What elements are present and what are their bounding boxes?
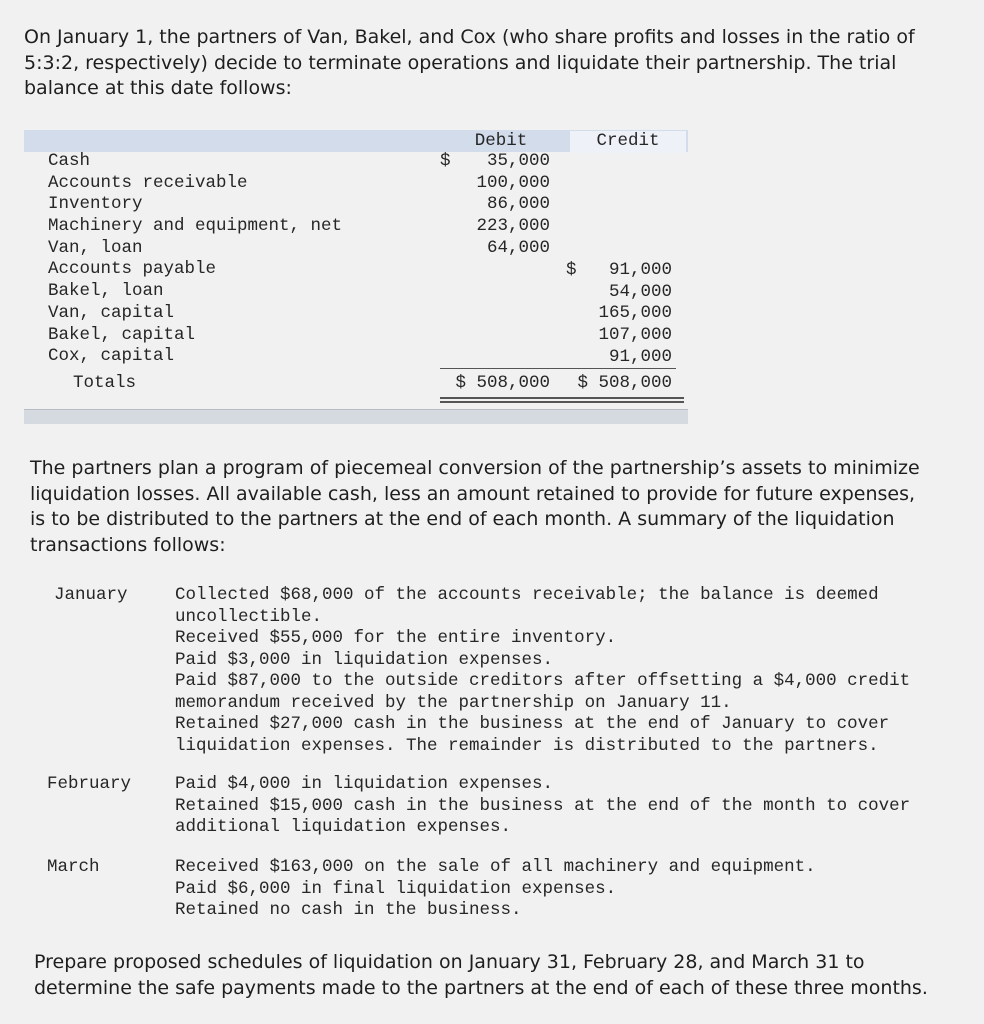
plan-line: is to be distributed to the partners at the end of each month. A summary of the liquidation (30, 508, 895, 530)
totals-label: Totals (73, 373, 137, 393)
credit-amount: 91,000 (608, 346, 672, 367)
account-name: Accounts payable (48, 259, 217, 280)
subtotal-rule (440, 368, 676, 369)
january-transactions (175, 585, 975, 757)
credit-amount: 54,000 (608, 281, 672, 302)
transaction-line: Collected $68,000 of the accounts receivable; the balance is deemed (175, 585, 879, 605)
credit-amounts (566, 260, 672, 368)
account-name: Inventory (48, 194, 143, 215)
month-label-february: February (47, 774, 132, 794)
debit-column-header: Debit (474, 131, 528, 151)
transaction-line: uncollectible. (175, 606, 323, 627)
transaction-line: Paid $3,000 in liquidation expenses. (175, 649, 554, 670)
debit-amount: 223,000 (476, 216, 550, 237)
month-label-march: March (47, 857, 100, 877)
trial-balance-footer-bar (24, 409, 688, 424)
intro-paragraph (24, 25, 979, 102)
transaction-line: Paid $87,000 to the outside creditors after offsetting a $4,000 credit (175, 671, 911, 691)
plan-line: liquidation losses. All available cash, less an amount retained to provide for future expenses, (30, 482, 916, 505)
plan-line: transactions follows: (30, 533, 226, 556)
account-name: Bakel, capital (48, 324, 196, 345)
account-name: Cash (48, 151, 91, 171)
transaction-line: Received $163,000 on the sale of all machinery and equipment. (175, 857, 816, 877)
march-transactions (175, 857, 975, 922)
transaction-line: Retained no cash in the business. (175, 900, 522, 920)
intro-line: On January 1, the partners of Van, Bakel, and Cox (who share profits and losses in the ratio of (24, 26, 915, 48)
account-name: Bakel, loan (48, 281, 164, 302)
total-debit: $ 508,000 (455, 373, 550, 393)
transaction-line: liquidation expenses. The remainder is distributed to the partners. (175, 735, 879, 756)
account-name: Van, loan (48, 237, 143, 258)
credit-amount: 107,000 (598, 325, 672, 346)
intro-line: 5:3:2, respectively) decide to terminate operations and liquidate their partnership. The trial (24, 51, 897, 74)
account-names (48, 151, 342, 368)
intro-line: balance at this date follows: (24, 77, 292, 99)
credit-amount: 165,000 (598, 303, 672, 324)
debit-amount: 100,000 (476, 172, 550, 193)
debit-amount: 86,000 (486, 194, 550, 215)
transaction-line: Retained $15,000 cash in the business at the end of the month to cover (175, 795, 911, 816)
debit-amount: $ 35,000 (440, 151, 550, 171)
account-name: Accounts receivable (48, 172, 248, 193)
transaction-line: Paid $4,000 in liquidation expenses. (175, 774, 554, 794)
task-paragraph (34, 950, 979, 1001)
transaction-line: Retained $27,000 cash in the business at the end of January to cover (175, 714, 890, 734)
transaction-line: additional liquidation expenses. (175, 817, 512, 837)
plan-paragraph (30, 456, 975, 558)
february-transactions (175, 774, 975, 839)
transaction-line: memorandum received by the partnership on January 11. (175, 692, 732, 713)
month-label-january: January (54, 585, 128, 605)
debit-amounts (440, 151, 550, 259)
double-rule-bottom (440, 401, 684, 403)
transaction-line: Paid $6,000 in final liquidation expenses. (175, 878, 617, 899)
account-name: Machinery and equipment, net (48, 216, 343, 237)
debit-amount: 64,000 (486, 237, 550, 258)
double-rule-top (440, 397, 684, 399)
currency-symbol: $ (566, 260, 577, 280)
task-line: determine the safe payments made to the partners at the end of each of these three months. (34, 976, 928, 999)
task-line: Prepare proposed schedules of liquidation on January 31, February 28, and March 31 to (34, 951, 865, 973)
credit-column-header: Credit (570, 131, 686, 153)
account-name: Cox, capital (48, 346, 175, 367)
credit-amount: $ 91,000 (566, 260, 672, 280)
total-credit: $ 508,000 (577, 373, 672, 393)
plan-line: The partners plan a program of piecemeal conversion of the partnership’s assets to minimize (30, 457, 920, 479)
account-name: Van, capital (48, 302, 175, 323)
transaction-line: Received $55,000 for the entire inventory. (175, 628, 617, 648)
currency-symbol: $ (440, 151, 451, 171)
